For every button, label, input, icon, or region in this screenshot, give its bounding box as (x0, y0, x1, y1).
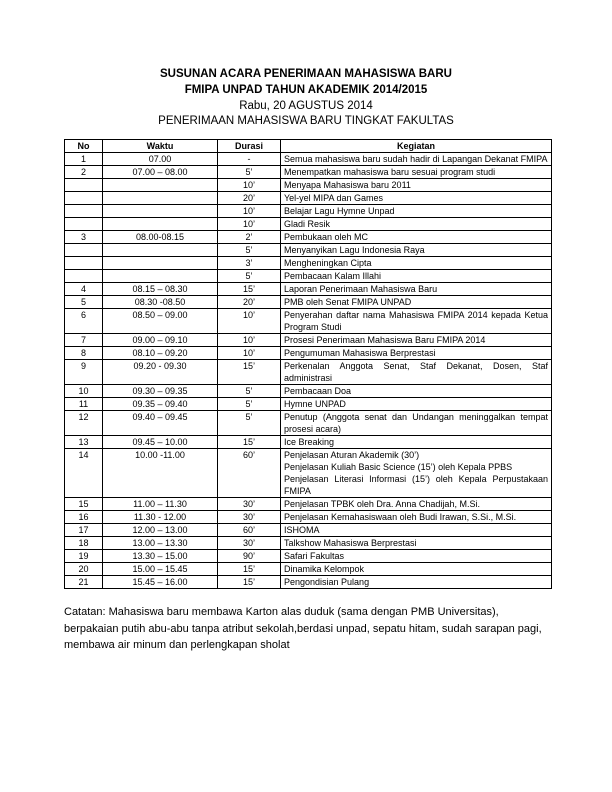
activity-line: Pengumuman Mahasiswa Berprestasi (284, 348, 436, 358)
activity-line: Gladi Resik (284, 219, 331, 229)
table-row (65, 449, 552, 498)
activity-line: Menempatkan mahasiswa baru sesuai program studi (284, 167, 496, 177)
row-time: 15.00 – 15.45 (103, 563, 218, 576)
row-activity (281, 192, 552, 205)
row-number: 16 (65, 511, 103, 524)
row-number: 5 (65, 296, 103, 309)
row-activity (281, 205, 552, 218)
row-number: 10 (65, 385, 103, 398)
activity-line: ISHOMA (284, 525, 320, 535)
activity-line: Hymne UNPAD (284, 399, 346, 409)
activity-line: Dinamika Kelompok (284, 564, 365, 574)
row-duration: 5’ (218, 398, 281, 411)
table-row (65, 270, 552, 283)
activity-line: Safari Fakultas (284, 551, 345, 561)
event-date: Rabu, 20 AGUSTUS 2014 (239, 100, 373, 112)
column-header-durasi: Durasi (218, 140, 281, 153)
row-time (103, 218, 218, 231)
row-duration: 20’ (218, 296, 281, 309)
row-duration: 15’ (218, 436, 281, 449)
row-time (103, 257, 218, 270)
row-time: 08.50 – 09.00 (103, 309, 218, 334)
row-number (65, 244, 103, 257)
activity-line: Belajar Lagu Hymne Unpad (284, 206, 395, 216)
table-row (65, 296, 552, 309)
table-row (65, 283, 552, 296)
row-time (103, 205, 218, 218)
row-activity (281, 385, 552, 398)
row-activity (281, 218, 552, 231)
row-activity (281, 537, 552, 550)
activity-line: Ice Breaking (284, 437, 335, 447)
row-number: 4 (65, 283, 103, 296)
row-number: 20 (65, 563, 103, 576)
row-time (103, 192, 218, 205)
row-number: 13 (65, 436, 103, 449)
table-row (65, 231, 552, 244)
row-activity (281, 244, 552, 257)
row-time: 09.35 – 09.40 (103, 398, 218, 411)
column-header-no: No (65, 140, 103, 153)
activity-line: Yel-yel MIPA dan Games (284, 193, 384, 203)
row-activity (281, 498, 552, 511)
row-duration: 90’ (218, 550, 281, 563)
row-time: 09.45 – 10.00 (103, 436, 218, 449)
table-row (65, 537, 552, 550)
table-row (65, 192, 552, 205)
table-row (65, 385, 552, 398)
table-header-row (65, 140, 552, 153)
activity-line: Pembukaan oleh MC (284, 232, 369, 242)
row-number: 6 (65, 309, 103, 334)
column-header-waktu: Waktu (103, 140, 218, 153)
activity-line: Talkshow Mahasiswa Berprestasi (284, 538, 417, 548)
row-activity (281, 309, 552, 334)
row-duration: 30’ (218, 537, 281, 550)
row-activity (281, 449, 552, 498)
row-activity (281, 231, 552, 244)
activity-line: Pengondisian Pulang (284, 577, 370, 587)
row-activity (281, 257, 552, 270)
row-duration: 10’ (218, 334, 281, 347)
table-row (65, 218, 552, 231)
table-row (65, 179, 552, 192)
activity-line: Penjelasan TPBK oleh Dra. Anna Chadijah, M.Si. (284, 499, 480, 509)
row-duration: 5’ (218, 385, 281, 398)
event-name: PENERIMAAN MAHASISWA BARU TINGKAT FAKULTAS (158, 115, 454, 127)
row-number: 3 (65, 231, 103, 244)
table-row (65, 360, 552, 385)
table-row (65, 166, 552, 179)
activity-line: Penjelasan Aturan Akademik (30’) (284, 450, 420, 460)
table-row (65, 153, 552, 166)
table-row (65, 347, 552, 360)
row-number (65, 218, 103, 231)
activity-line: Menyapa Mahasiswa baru 2011 (284, 180, 411, 190)
row-duration: 10’ (218, 347, 281, 360)
table-row (65, 511, 552, 524)
row-activity (281, 283, 552, 296)
table-row (65, 309, 552, 334)
row-activity (281, 334, 552, 347)
schedule-table (64, 139, 552, 589)
document-subtitle: FMIPA UNPAD TAHUN AKADEMIK 2014/2015 (184, 84, 428, 96)
row-time (103, 270, 218, 283)
row-time: 10.00 -11.00 (103, 449, 218, 498)
activity-line: Penjelasan Literasi Informasi (15’) oleh Kepala Perpustakaan FMIPA (284, 474, 548, 496)
row-number: 8 (65, 347, 103, 360)
row-time: 15.45 – 16.00 (103, 576, 218, 589)
row-number: 17 (65, 524, 103, 537)
row-number: 12 (65, 411, 103, 436)
row-duration: 15’ (218, 360, 281, 385)
row-activity (281, 347, 552, 360)
row-duration: 20’ (218, 192, 281, 205)
activity-line: Laporan Penerimaan Mahasiswa Baru (284, 284, 438, 294)
row-time: 09.00 – 09.10 (103, 334, 218, 347)
row-activity (281, 411, 552, 436)
row-duration: - (218, 153, 281, 166)
row-duration: 15’ (218, 576, 281, 589)
row-time (103, 179, 218, 192)
row-number: 2 (65, 166, 103, 179)
row-duration: 15’ (218, 563, 281, 576)
row-activity (281, 360, 552, 385)
notes-paragraph: Catatan: Mahasiswa baru membawa Karton alas duduk (sama dengan PMB Universitas), berpakaian putih abu-abu tanpa atribut sekolah,berdasi unpad, sepatu hitam, sudah sarapan pagi, membawa air minum dan perlengkapan sholat (64, 606, 542, 651)
row-time: 13.00 – 13.30 (103, 537, 218, 550)
row-number: 21 (65, 576, 103, 589)
row-activity (281, 296, 552, 309)
row-time: 11.00 – 11.30 (103, 498, 218, 511)
row-number (65, 270, 103, 283)
table-row (65, 257, 552, 270)
row-time: 09.30 – 09.35 (103, 385, 218, 398)
row-duration: 60’ (218, 449, 281, 498)
row-activity (281, 550, 552, 563)
row-number: 7 (65, 334, 103, 347)
table-row (65, 205, 552, 218)
row-number: 1 (65, 153, 103, 166)
row-activity (281, 179, 552, 192)
row-time: 09.40 – 09.45 (103, 411, 218, 436)
row-time: 08.10 – 09.20 (103, 347, 218, 360)
row-time: 09.20 - 09.30 (103, 360, 218, 385)
row-time: 08.00-08.15 (103, 231, 218, 244)
row-activity (281, 436, 552, 449)
row-number (65, 257, 103, 270)
table-row (65, 411, 552, 436)
row-duration: 5’ (218, 270, 281, 283)
activity-line: Penjelasan Kemahasiswaan oleh Budi Irawan, S.Si., M.Si. (284, 512, 517, 522)
row-activity (281, 511, 552, 524)
activity-line: Menyanyikan Lagu Indonesia Raya (284, 245, 425, 255)
row-duration: 30’ (218, 498, 281, 511)
row-number: 19 (65, 550, 103, 563)
table-row (65, 334, 552, 347)
row-activity (281, 166, 552, 179)
table-row (65, 498, 552, 511)
table-row (65, 550, 552, 563)
row-number: 18 (65, 537, 103, 550)
row-number: 9 (65, 360, 103, 385)
activity-line: Mengheningkan Cipta (284, 258, 372, 268)
column-header-kegiatan: Kegiatan (281, 140, 552, 153)
row-duration: 2’ (218, 231, 281, 244)
activity-line: Pembacaan Kalam Illahi (284, 271, 382, 281)
row-activity (281, 563, 552, 576)
row-duration: 10’ (218, 309, 281, 334)
row-duration: 10’ (218, 205, 281, 218)
row-number (65, 205, 103, 218)
table-row (65, 576, 552, 589)
row-time: 08.15 – 08.30 (103, 283, 218, 296)
row-number (65, 179, 103, 192)
table-row (65, 563, 552, 576)
row-activity (281, 524, 552, 537)
document-title: SUSUNAN ACARA PENERIMAAN MAHASISWA BARU (160, 68, 452, 80)
table-row (65, 398, 552, 411)
row-duration: 60’ (218, 524, 281, 537)
row-activity (281, 153, 552, 166)
row-duration: 5’ (218, 166, 281, 179)
row-time: 07.00 – 08.00 (103, 166, 218, 179)
row-duration: 5’ (218, 411, 281, 436)
row-duration: 15’ (218, 283, 281, 296)
row-number: 15 (65, 498, 103, 511)
activity-line: Semua mahasiswa baru sudah hadir di Lapangan Dekanat FMIPA (284, 154, 548, 164)
row-number: 11 (65, 398, 103, 411)
activity-line: Penyerahan daftar nama Mahasiswa FMIPA 2014 kepada Ketua Program Studi (284, 310, 548, 332)
row-activity (281, 576, 552, 589)
row-duration: 3’ (218, 257, 281, 270)
activity-line: Perkenalan Anggota Senat, Staf Dekanat, Dosen, Staf administrasi (284, 361, 548, 383)
schedule-body (65, 153, 552, 589)
row-time: 11.30 - 12.00 (103, 511, 218, 524)
table-row (65, 244, 552, 257)
row-activity (281, 270, 552, 283)
table-row (65, 436, 552, 449)
activity-line: Penjelasan Kuliah Basic Science (15’) oleh Kepala PPBS (284, 462, 513, 472)
row-duration: 10’ (218, 179, 281, 192)
row-duration: 30’ (218, 511, 281, 524)
row-time: 07.00 (103, 153, 218, 166)
activity-line: Pembacaan Doa (284, 386, 352, 396)
row-time: 13.30 – 15.00 (103, 550, 218, 563)
row-time: 08.30 -08.50 (103, 296, 218, 309)
row-time (103, 244, 218, 257)
row-time: 12.00 – 13.00 (103, 524, 218, 537)
row-duration: 5’ (218, 244, 281, 257)
row-number (65, 192, 103, 205)
activity-line: PMB oleh Senat FMIPA UNPAD (284, 297, 412, 307)
activity-line: Prosesi Penerimaan Mahasiswa Baru FMIPA 2014 (284, 335, 486, 345)
activity-line: Penutup (Anggota senat dan Undangan meninggalkan tempat prosesi acara) (284, 412, 548, 434)
row-activity (281, 398, 552, 411)
table-row (65, 524, 552, 537)
row-duration: 10’ (218, 218, 281, 231)
row-number: 14 (65, 449, 103, 498)
